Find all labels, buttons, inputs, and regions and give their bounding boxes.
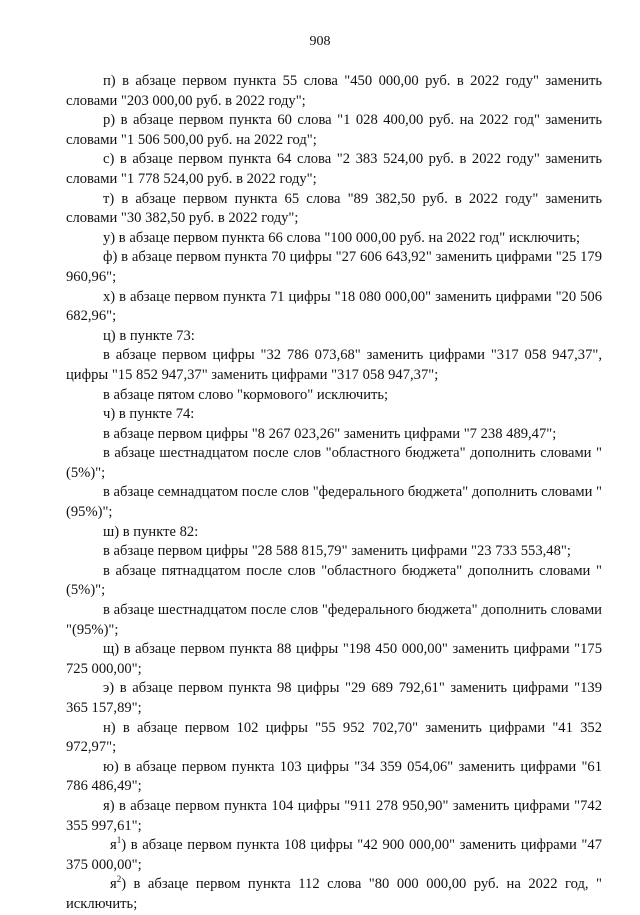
paragraph: в абзаце семнадцатом после слов "федерального бюджета" дополнить словами "(95%)"; (66, 484, 602, 521)
paragraph: н) в абзаце первом 102 цифры "55 952 702,70" заменить цифрами "41 352 972,97"; (66, 719, 602, 756)
paragraph: т) в абзаце первом пункта 65 слова "89 382,50 руб. в 2022 году" заменить словами "30 382,50 руб. в 2022 году"; (66, 190, 602, 227)
paragraph: в абзаце первом цифры "28 588 815,79" заменить цифрами "23 733 553,48"; (103, 543, 571, 560)
paragraph: в абзаце пятом слово "кормового" исключить; (103, 386, 389, 403)
paragraph: р) в абзаце первом пункта 60 слова "1 028 400,00 руб. на 2022 год" заменить словами "1 506 500,00 руб. на 2022 год"; (66, 112, 602, 148)
document-body (66, 72, 602, 915)
superscript: 2 (116, 874, 122, 885)
paragraph: ч) в пункте 74: (103, 406, 195, 423)
paragraph (66, 836, 602, 875)
paragraph: я) в абзаце первом пункта 104 цифры "911 278 950,90" заменить цифрами "742 355 997,61"; (66, 797, 602, 834)
paragraph: в абзаце первом цифры "8 267 023,26" заменить цифрами "7 238 489,47"; (103, 425, 557, 442)
paragraph: у) в абзаце первом пункта 66 слова "100 000,00 руб. на 2022 год" исключить; (103, 229, 581, 246)
paragraph: ш) в пункте 82: (103, 523, 199, 540)
paragraph: в абзаце шестнадцатом после слов "областного бюджета" дополнить словами " (5%)"; (66, 445, 602, 481)
paragraph: в абзаце пятнадцатом после слов "областного бюджета" дополнить словами "(5%)"; (66, 562, 602, 599)
paragraph: х) в абзаце первом пункта 71 цифры "18 080 000,00" заменить цифрами "20 506 682,96"; (66, 288, 602, 325)
superscript: 1 (116, 835, 122, 846)
paragraph-text: ) в абзаце первом пункта 112 слова "80 000 000,00 руб. на 2022 год, " исключить; (66, 876, 602, 912)
paragraph-lead: я (110, 876, 117, 893)
paragraph: в абзаце шестнадцатом после слов "федерального бюджета" дополнить словами "(95%)"; (66, 602, 602, 638)
paragraph: э) в абзаце первом пункта 98 цифры "29 689 792,61" заменить цифрами "139 365 157,89"; (66, 680, 602, 716)
paragraph: в абзаце первом цифры "32 786 073,68" заменить цифрами "317 058 947,37", цифры "15 852 947,37" заменить цифрами "317 058 947,37"; (66, 347, 602, 383)
paragraph: щ) в абзаце первом пункта 88 цифры "198 450 000,00" заменить цифрами "175 725 000,00"; (66, 641, 602, 677)
paragraph: п) в абзаце первом пункта 55 слова "450 000,00 руб. в 2022 году" заменить словами "203 000,00 руб. в 2022 году"; (66, 73, 602, 109)
paragraph: ю) в абзаце первом пункта 103 цифры "34 359 054,06" заменить цифрами "61 786 486,49"; (66, 758, 602, 795)
paragraph: ф) в абзаце первом пункта 70 цифры "27 606 643,92" заменить цифрами "25 179 960,96"; (66, 249, 602, 285)
paragraph: с) в абзаце первом пункта 64 слова "2 383 524,00 руб. в 2022 году" заменить словами "1 778 524,00 руб. в 2022 году"; (66, 151, 602, 187)
paragraph-text: ) в абзаце первом пункта 108 цифры "42 900 000,00" заменить цифрами "47 375 000,00"; (66, 837, 602, 873)
paragraph: ц) в пункте 73: (103, 327, 195, 344)
paragraph (66, 875, 602, 914)
page-number: 908 (309, 34, 331, 49)
paragraph-lead: я (110, 837, 117, 854)
